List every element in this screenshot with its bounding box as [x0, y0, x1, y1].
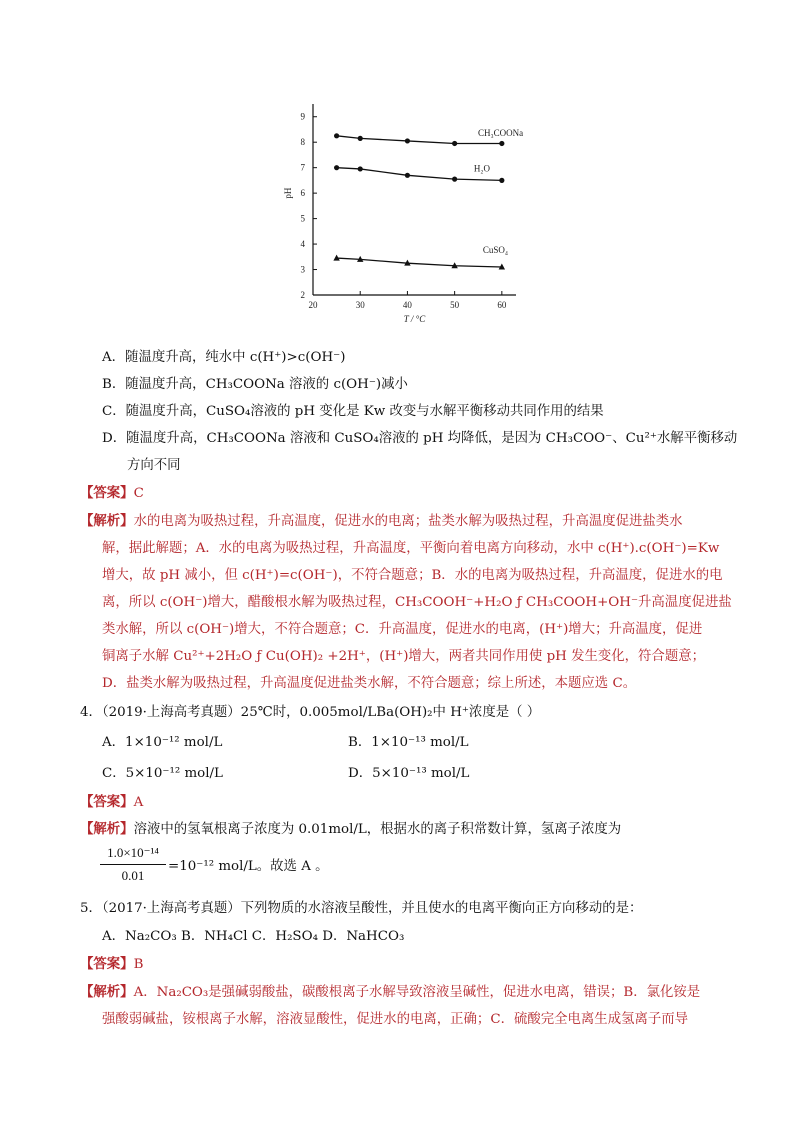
x-tick-label: 20	[308, 300, 318, 310]
q4-stem: 4．（2019·上海高考真题）25℃时，0.005mol/LBa(OH)₂中 H⁺浓度是（ ）	[80, 705, 541, 720]
q5-options: A．Na₂CO₃ B．NH₄Cl C．H₂SO₄ D．NaHCO₃	[102, 929, 405, 944]
data-point	[405, 138, 410, 143]
data-point	[452, 141, 457, 146]
q4-option-d: D．5×10⁻¹³ mol/L	[348, 766, 470, 781]
q3-option-d: D．随温度升高，CH₃COONa 溶液和 CuSO₄溶液的 pH 均降低，是因为 CH₃COO⁻、Cu²⁺水解平衡移动	[102, 431, 738, 446]
analysis-line: 类水解，所以 c(OH⁻)增大，不符合题意；C．升高温度，促进水的电离，(H⁺)增大；升高温度，促进	[102, 622, 703, 637]
answer-value: B	[133, 957, 144, 972]
series-label: CuSO₄	[482, 244, 508, 255]
analysis-line: 强酸弱碱盐，铵根离子水解，溶液显酸性，促进水的电离，正确；C．硫酸完全电离生成氢离子而导	[102, 1012, 689, 1027]
fraction-denominator: 0.01	[121, 868, 145, 883]
analysis-tag: 【解析】	[80, 984, 134, 1000]
q3-option-c: C．随温度升高，CuSO₄溶液的 pH 变化是 Kw 改变与水解平衡移动共同作用的结果	[102, 404, 604, 419]
data-point	[499, 141, 504, 146]
x-tick-label: 50	[450, 300, 460, 310]
y-tick-label: 4	[300, 239, 305, 250]
y-tick-label: 7	[300, 162, 305, 173]
series-label: H₂O	[473, 163, 490, 174]
fraction-numerator: 1.0×10⁻¹⁴	[107, 845, 159, 860]
analysis-tag: 【解析】	[80, 821, 134, 837]
analysis-line: 解，据此解题；A．水的电离为吸热过程，升高温度，平衡向着电离方向移动，水中 c(H⁺).c(OH⁻)=Kw	[102, 541, 720, 556]
analysis-line: 水的电离为吸热过程，升高温度，促进水的电离；盐类水解为吸热过程，升高温度促进盐类水	[133, 514, 683, 529]
analysis-line: D．盐类水解为吸热过程，升高温度促进盐类水解，不符合题意；综上所述，本题应选 C。	[102, 676, 637, 691]
data-point	[452, 177, 457, 182]
analysis-line: A．Na₂CO₃是强碱弱酸盐，碳酸根离子水解导致溶液呈碱性，促进水电离，错误；B．氯化铵是	[133, 985, 701, 1000]
q4-answer	[80, 791, 143, 810]
analysis-line: 铜离子水解 Cu²⁺+2H₂O ƒ Cu(OH)₂ +2H⁺，(H⁺)增大，两者共同作用使 pH 发生变化，符合题意；	[102, 649, 705, 664]
y-tick-label: 9	[300, 111, 305, 122]
answer-tag: 【答案】	[80, 956, 134, 972]
y-tick-label: 6	[300, 188, 305, 199]
q3-answer	[80, 482, 144, 501]
answer-tag: 【答案】	[80, 485, 134, 501]
data-point	[334, 133, 339, 138]
y-tick-label: 8	[300, 137, 305, 148]
x-axis-label: T / °C	[403, 314, 426, 324]
y-tick-label: 5	[300, 213, 305, 224]
q3-option-b: B．随温度升高，CH₃COONa 溶液的 c(OH⁻)减小	[102, 377, 408, 392]
x-tick-label: 30	[355, 300, 365, 310]
series-label: CH₃COONa	[478, 127, 524, 138]
data-point	[358, 136, 363, 141]
fraction-bar	[100, 864, 166, 865]
x-tick-label: 40	[402, 300, 412, 310]
fraction-result: =10⁻¹² mol/L。故选 A 。	[168, 859, 329, 874]
y-axis-label: pH	[283, 187, 293, 199]
y-tick-label: 3	[300, 264, 305, 275]
q4-analysis	[80, 818, 621, 837]
analysis-line: 离，所以 c(OH⁻)增大，醋酸根水解为吸热过程，CH₃COOH⁻+H₂O ƒ CH₃COOH+OH⁻升高温度促进盐	[102, 595, 732, 610]
y-tick-label: 2	[300, 290, 305, 300]
q4-option-a: A．1×10⁻¹² mol/L	[102, 735, 223, 750]
answer-value: C	[133, 486, 144, 501]
q3-option-a: A．随温度升高，纯水中 c(H⁺)>c(OH⁻)	[102, 350, 346, 365]
data-point	[405, 173, 410, 178]
q4-option-c: C．5×10⁻¹² mol/L	[102, 766, 223, 781]
data-point	[334, 165, 339, 170]
data-point	[358, 166, 363, 171]
data-point	[499, 178, 504, 183]
ph-temperature-chart	[0, 0, 794, 340]
q3-option-d-cont: 方向不同	[127, 458, 181, 473]
x-tick-label: 60	[497, 300, 507, 310]
q4-option-b: B．1×10⁻¹³ mol/L	[348, 735, 469, 750]
q5-answer	[80, 953, 143, 972]
analysis-text: 溶液中的氢氧根离子浓度为 0.01mol/L，根据水的离子积常数计算，氢离子浓度为	[133, 822, 622, 837]
answer-value: A	[133, 795, 144, 810]
answer-tag: 【答案】	[80, 794, 134, 810]
analysis-line: 增大，故 pH 减小，但 c(H⁺)=c(OH⁻)，不符合题意；B．水的电离为吸热过程，升高温度，促进水的电	[102, 568, 723, 583]
q5-stem: 5．（2017·上海高考真题）下列物质的水溶液呈酸性，并且使水的电离平衡向正方向移动的是：	[80, 901, 643, 916]
analysis-tag: 【解析】	[80, 513, 134, 529]
